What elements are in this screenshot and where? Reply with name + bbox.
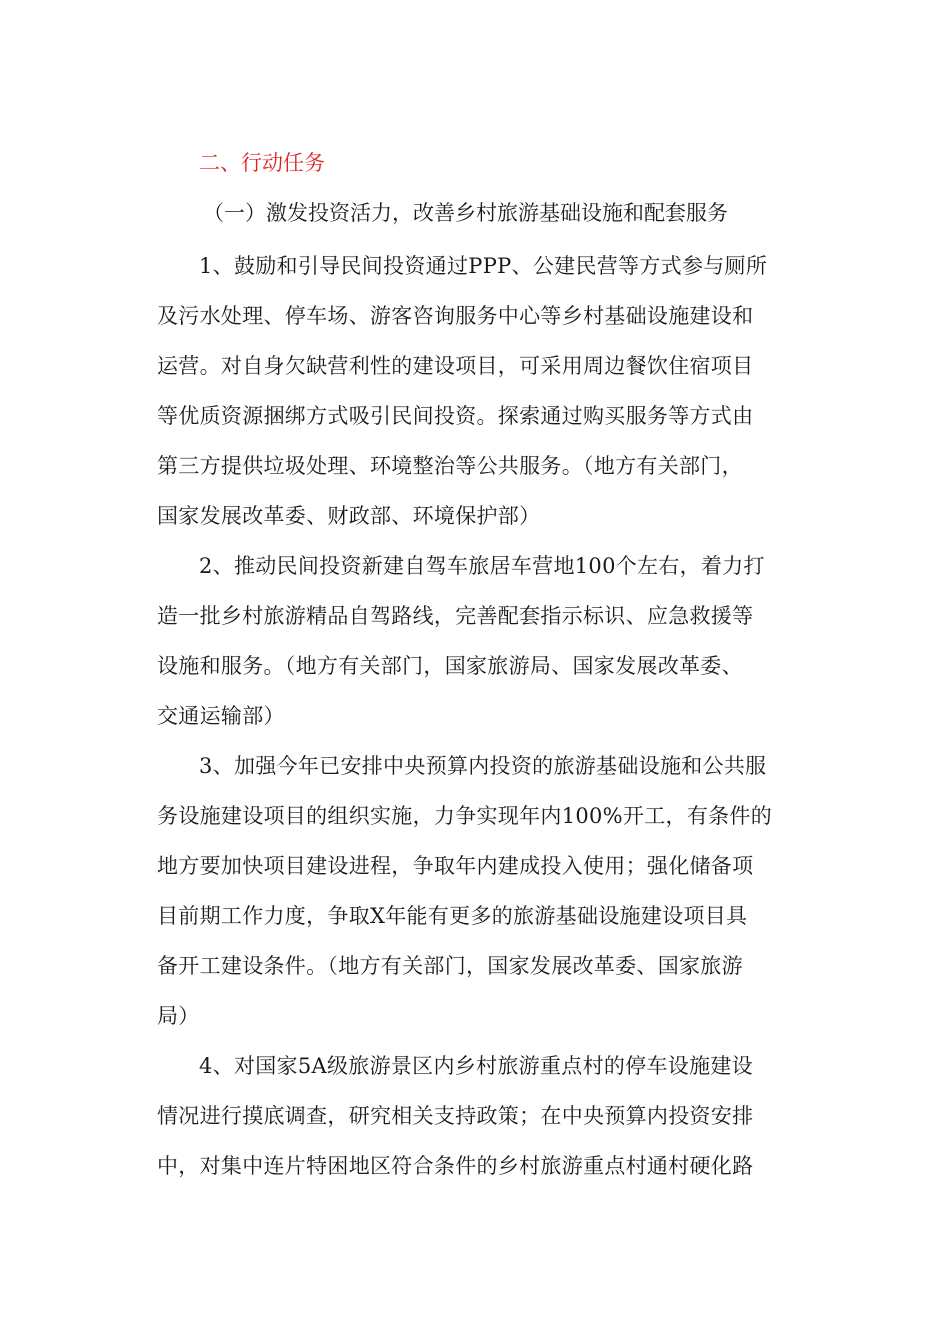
paragraph-line: 等优质资源捆绑方式吸引民间投资。探索通过购买服务等方式由 [157,404,754,428]
paragraph-line: 运营。对自身欠缺营利性的建设项目，可采用周边餐饮住宿项目 [157,354,754,378]
paragraph-line: 地方要加快项目建设进程，争取年内建成投入使用；强化储备项 [157,854,754,878]
paragraph-line: 1、鼓励和引导民间投资通过PPP、公建民营等方式参与厕所 [199,254,768,278]
paragraph-line: 3、加强今年已安排中央预算内投资的旅游基础设施和公共服 [199,754,767,778]
document-body [157,141,797,1191]
subsection-heading: （一）激发投资活力，改善乡村旅游基础设施和配套服务 [203,201,728,225]
paragraph-line: 国家发展改革委、财政部、环境保护部） [157,504,541,528]
paragraph-line: 交通运输部） [157,704,285,728]
paragraph-line: 及污水处理、停车场、游客咨询服务中心等乡村基础设施建设和 [157,304,754,328]
paragraph-line: 设施和服务。（地方有关部门，国家旅游局、国家发展改革委、 [157,654,743,678]
paragraph-line: 局） [157,1004,200,1028]
paragraph-line: 目前期工作力度，争取X年能有更多的旅游基础设施建设项目具 [157,904,748,928]
paragraph-3 [157,741,797,1041]
paragraph-line: 造一批乡村旅游精品自驾路线，完善配套指示标识、应急救援等 [157,604,754,628]
paragraph-line: 第三方提供垃圾处理、环境整治等公共服务。（地方有关部门， [157,454,743,478]
paragraph-line: 务设施建设项目的组织实施，力争实现年内100%开工，有条件的 [157,804,773,828]
paragraph-2 [157,541,797,741]
paragraph-line: 情况进行摸底调查，研究相关支持政策；在中央预算内投资安排 [157,1104,754,1128]
paragraph-4 [157,1041,797,1191]
paragraph-1 [157,241,797,541]
paragraph-line: 4、对国家5A级旅游景区内乡村旅游重点村的停车设施建设 [199,1054,753,1078]
section-heading: 二、行动任务 [199,151,325,175]
paragraph-line: 2、推动民间投资新建自驾车旅居车营地100个左右，着力打 [199,554,765,578]
paragraph-line: 中，对集中连片特困地区符合条件的乡村旅游重点村通村硬化路 [157,1154,754,1178]
paragraph-line: 备开工建设条件。（地方有关部门，国家发展改革委、国家旅游 [157,954,743,978]
